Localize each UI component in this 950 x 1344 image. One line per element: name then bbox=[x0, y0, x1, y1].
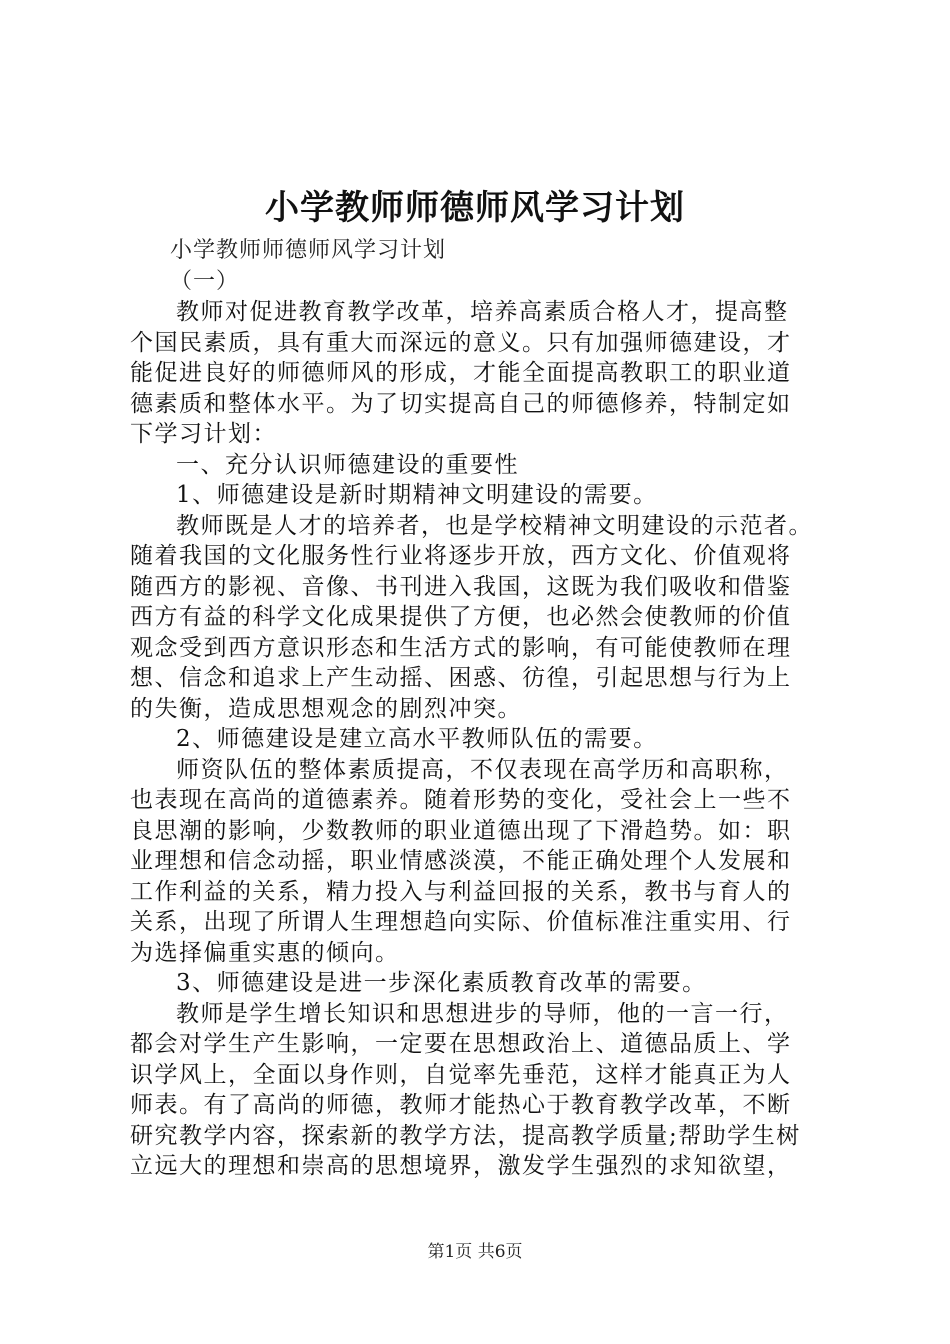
text-line: 教师对促进教育教学改革，培养高素质合格人才，提高整 bbox=[176, 299, 789, 325]
text-line: 也表现在高尚的道德素养。随着形势的变化，受社会上一些不 bbox=[130, 787, 792, 813]
text-line: 研究教学内容，探索新的教学方法，提高教学质量;帮助学生树 bbox=[130, 1122, 801, 1149]
text-line: 想、信念和追求上产生动摇、困惑、彷徨，引起思想与行为上 bbox=[130, 665, 792, 691]
text-line: 业理想和信念动摇，职业情感淡漠，不能正确处理个人发展和 bbox=[130, 848, 792, 874]
text-line: 德素质和整体水平。为了切实提高自己的师德修养，特制定如 bbox=[130, 390, 792, 417]
text-line: 下学习计划： bbox=[130, 421, 277, 447]
heading-line: 3、师德建设是进一步深化素质教育改革的需要。 bbox=[176, 970, 707, 996]
text-line: 教师既是人才的培养者，也是学校精神文明建设的示范者。 bbox=[176, 512, 813, 539]
text-line: 为选择偏重实惠的倾向。 bbox=[130, 939, 400, 966]
document-title: 小学教师师德师风学习计划 bbox=[265, 188, 685, 228]
text-line: 师资队伍的整体素质提高，不仅表现在高学历和高职称， bbox=[176, 756, 789, 783]
text-line: 随西方的影视、音像、书刊进入我国，这既为我们吸收和借鉴 bbox=[130, 573, 792, 600]
heading-line: 2、师德建设是建立高水平教师队伍的需要。 bbox=[176, 726, 658, 752]
text-line: 的失衡，造成思想观念的剧烈冲突。 bbox=[130, 695, 522, 722]
text-line: 良思潮的影响，少数教师的职业道德出现了下滑趋势。如：职 bbox=[130, 817, 792, 844]
heading-line: 1、师德建设是新时期精神文明建设的需要。 bbox=[176, 482, 658, 508]
text-line: 工作利益的关系，精力投入与利益回报的关系，教书与育人的 bbox=[130, 878, 792, 905]
text-line: 随着我国的文化服务性行业将逐步开放，西方文化、价值观将 bbox=[130, 543, 792, 569]
text-line: 观念受到西方意识形态和生活方式的影响，有可能使教师在理 bbox=[130, 634, 792, 661]
text-line: 能促进良好的师德师风的形成，才能全面提高教职工的职业道 bbox=[130, 360, 792, 386]
text-line: 个国民素质，具有重大而深远的意义。只有加强师德建设，才 bbox=[130, 329, 792, 356]
text-line: 立远大的理想和崇高的思想境界，激发学生强烈的求知欲望， bbox=[130, 1153, 792, 1179]
page-footer: 第1页 共6页 bbox=[427, 1242, 523, 1262]
heading-line: 一、充分认识师德建设的重要性 bbox=[176, 451, 519, 478]
document-body bbox=[130, 236, 830, 1182]
text-line: 识学风上，全面以身作则，自觉率先垂范，这样才能真正为人 bbox=[130, 1061, 792, 1088]
subtitle-line: 小学教师师德师风学习计划 bbox=[170, 238, 447, 263]
section-number-line: （一） bbox=[170, 268, 240, 294]
text-line: 教师是学生增长知识和思想进步的导师，他的一言一行， bbox=[176, 1000, 789, 1027]
text-line: 师表。有了高尚的师德，教师才能热心于教育教学改革，不断 bbox=[130, 1092, 792, 1118]
text-line: 都会对学生产生影响，一定要在思想政治上、道德品质上、学 bbox=[130, 1031, 792, 1057]
text-line: 西方有益的科学文化成果提供了方便，也必然会使教师的价值 bbox=[130, 604, 792, 630]
text-line: 关系，出现了所谓人生理想趋向实际、价值标准注重实用、行 bbox=[130, 909, 792, 935]
